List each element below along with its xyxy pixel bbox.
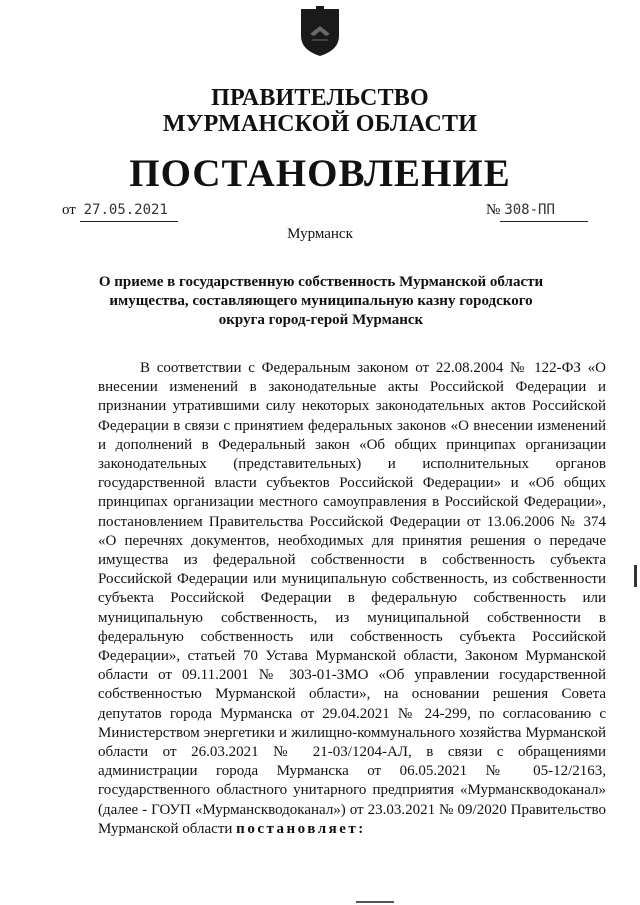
number-value: 308-ПП — [500, 200, 588, 222]
document-number — [486, 200, 588, 222]
date-prefix: от — [62, 202, 76, 218]
preamble-text: В соответствии с Федеральным законом от 22.08.2004 № 122-ФЗ «О внесении изменений в законодательные акты Российской Федерации и признании утратившими силу некоторых законодательных актов Российской Федерации в связи с принятием федеральных законов «О внесении изменений и дополнений в Федеральный закон «Об общих принципах организации законодательных (представительных) и исполнительных органов государственной власти субъектов Российской Федерации» и «Об общих принципах организации местного самоуправления в Российской Федерации», постановлением Правительства Российской Федерации от 13.06.2006 № 374 «О перечнях документов, необходимых для принятия решения о передаче имущества из федеральной собственности в собственность субъекта Российской Федерации или муниципальную собственность, из собственности субъекта Российской Федерации в федеральную собственность или муниципальную собственность, из муниципальной собственности в федеральную собственность или собственность субъекта Российской Федерации», статьей 70 Устава Мурманской области, Законом Мурманской области от 09.11.2001 № 303-01-ЗМО «Об управлении государственной собственностью Мурманской области», на основании решения Совета депутатов города Мурманска от 29.04.2021 № 24-299, по согласованию с Министерством энергетики и жилищно-коммунального хозяйства Мурманской области от 26.03.2021 № 21-03/1204-АЛ, в связи с обращениями администрации города Мурманска от 06.05.2021 № 05-12/2163, государственного областного унитарного предприятия «Мурманскводоканал» (далее - ГОУП «Мурманскводоканал») от 23.03.2021 № 09/2020 Правительство Мурманской области — [98, 360, 606, 837]
resolves-word: постановляет: — [236, 820, 366, 837]
government-name-line2: МУРМАНСКОЙ ОБЛАСТИ — [162, 111, 478, 137]
coat-of-arms-icon — [298, 6, 342, 58]
document-type-title: ПОСТАНОВЛЕНИЕ — [129, 152, 511, 195]
date-value: 27.05.2021 — [80, 200, 178, 222]
document-date — [62, 200, 178, 222]
document-subject: О приеме в государственную собственность Мурманской области имущества, составляющего муниципальную казну городского округа город-герой Мурманск — [98, 274, 544, 328]
government-name-line1: ПРАВИТЕЛЬСТВО — [211, 85, 429, 111]
scan-bottom-mark — [356, 901, 394, 903]
number-prefix: № — [486, 202, 501, 218]
preamble-paragraph — [98, 359, 606, 839]
city-name: Мурманск — [287, 226, 353, 242]
scan-margin-mark — [634, 565, 637, 587]
